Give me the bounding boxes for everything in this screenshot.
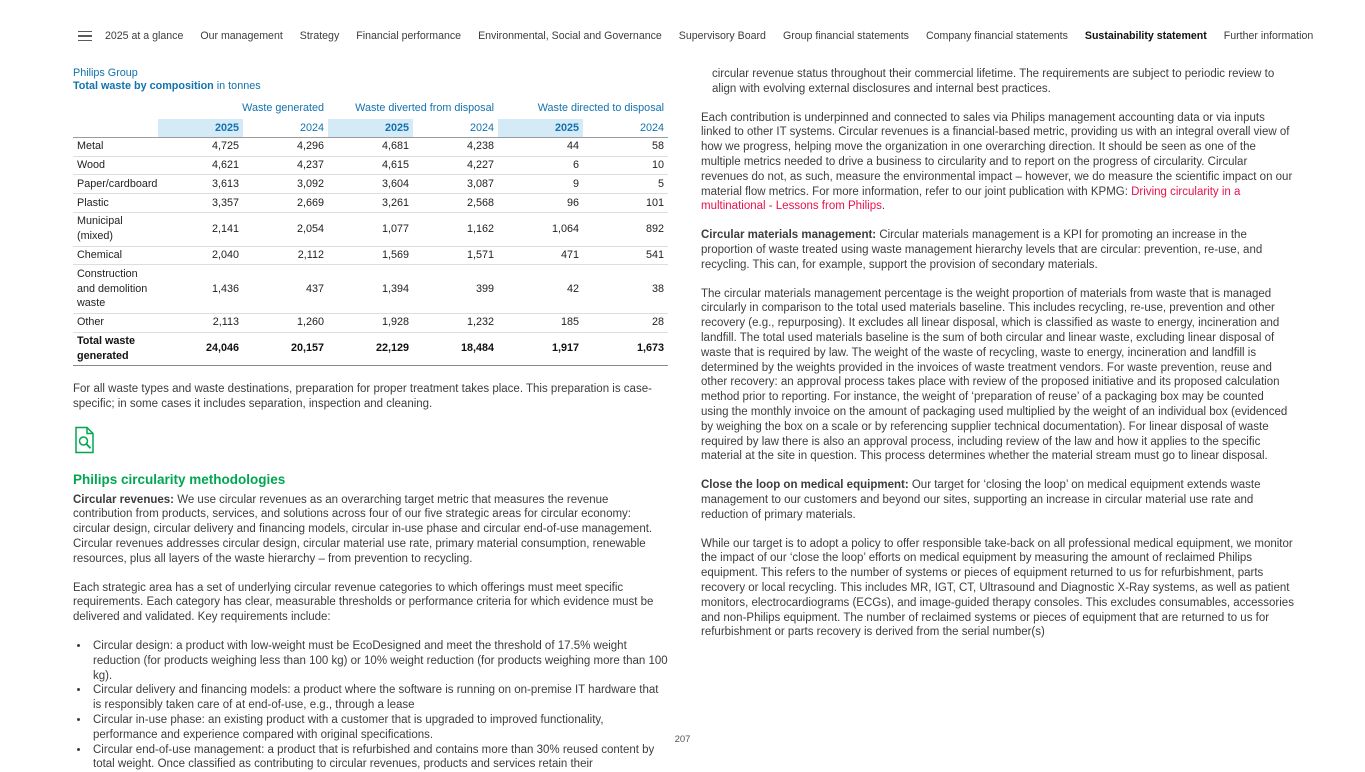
table-row	[73, 194, 668, 213]
table-row	[73, 175, 668, 194]
column-group-waste-directed-to-disposal: Waste directed to disposal	[498, 100, 668, 119]
cell-value: 3,604	[328, 175, 413, 194]
table-title	[73, 80, 668, 93]
year-header-2025: 2025	[328, 119, 413, 137]
table-row	[73, 137, 668, 156]
cell-value: 4,237	[243, 156, 328, 175]
circular-revenues-lead: Circular revenues:	[73, 494, 174, 506]
cell-value: 3,087	[413, 175, 498, 194]
cell-value: 10	[583, 156, 668, 175]
cell-value: 1,394	[328, 265, 413, 313]
nav-item-environmental-social-and-governance[interactable]: Environmental, Social and Governance	[478, 30, 662, 42]
page-content	[0, 42, 1365, 772]
cell-value: 1,673	[583, 332, 668, 366]
column-group-waste-generated: Waste generated	[158, 100, 328, 119]
continuation-paragraph: circular revenue status throughout their commercial lifetime. The requirements are subject to periodic review to align with evolving external disclosures and internal best practices.	[701, 67, 1294, 97]
kpmg-text-before: Each contribution is underpinned and connected to sales via Philips management accounting data or via inputs linked to other IT systems. Circular revenues is a financial-based metric, providing us with an integral overall view of how we progress, helping move the organization in one overarching direction. It should be seen as one of the multiple metrics needed to drive a business to circularity and to report on the progress of circularity. Circular revenues do not, as such, measure the environmental impact – however, we do measure the scientific impact on our material flow metrics. For more information, refer to our joint publication with KPMG:	[701, 112, 1292, 198]
row-label: Wood	[73, 156, 158, 175]
table-row	[73, 156, 668, 175]
cell-value: 28	[583, 313, 668, 332]
cell-value: 6	[498, 156, 583, 175]
circular-materials-management-paragraph	[701, 228, 1294, 272]
row-label: Total waste generated	[73, 332, 158, 366]
cell-value: 4,227	[413, 156, 498, 175]
cell-value: 18,484	[413, 332, 498, 366]
nav-item-sustainability-statement[interactable]: Sustainability statement	[1085, 30, 1207, 42]
cell-value: 2,113	[158, 313, 243, 332]
hamburger-menu-icon[interactable]	[78, 31, 92, 42]
cell-value: 2,568	[413, 194, 498, 213]
circular-revenues-text: We use circular revenues as an overarching target metric that measures the revenue contribution from products, services, and solutions across four of our five strategic areas for circular economy: circular design, circular delivery and financing models, circular in-use phase and circular end-of-use management. Circular revenues addresses circular design, circular material use rate, primary material consumption, renewable resources, plus all layers of the waste hierarchy – from prevention to recycling.	[73, 494, 652, 565]
year-header-2024: 2024	[243, 119, 328, 137]
cell-value: 2,112	[243, 246, 328, 265]
cell-value: 1,917	[498, 332, 583, 366]
kpmg-text-after: .	[882, 200, 885, 212]
cell-value: 22,129	[328, 332, 413, 366]
row-label: Paper/cardboard	[73, 175, 158, 194]
key-requirement-bullet: • Circular design: a product with low-weight must be EcoDesigned and meet the threshold of 17.5% weight reduction (for products weighing less than 100 kg) or 10% weight reduction (for products weighing more than 100 kg).	[90, 639, 668, 683]
nav-item-supervisory-board[interactable]: Supervisory Board	[679, 30, 766, 42]
cell-value: 2,141	[158, 212, 243, 246]
cell-value: 541	[583, 246, 668, 265]
cell-value: 4,296	[243, 137, 328, 156]
cell-value: 96	[498, 194, 583, 213]
year-header-2025: 2025	[498, 119, 583, 137]
cell-value: 1,260	[243, 313, 328, 332]
year-header-2024: 2024	[583, 119, 668, 137]
row-label: Metal	[73, 137, 158, 156]
preparation-paragraph: For all waste types and waste destinations, preparation for proper treatment takes place. This preparation is case-specific; in some cases it includes separation, inspection and cleaning.	[73, 382, 668, 412]
nav-item-2025-at-a-glance[interactable]: 2025 at a glance	[105, 30, 183, 42]
cell-value: 1,569	[328, 246, 413, 265]
cell-value: 1,571	[413, 246, 498, 265]
circularity-methodologies-heading: Philips circularity methodologies	[73, 472, 668, 488]
left-column	[73, 67, 668, 772]
cell-value: 3,613	[158, 175, 243, 194]
ctl-text: Our target for ‘closing the loop’ on medical equipment extends waste management to our customers and beyond our sites, supporting an increase in circular material use rate and reduction of primary materials.	[701, 479, 1260, 521]
cell-value: 24,046	[158, 332, 243, 366]
waste-table-block	[73, 67, 668, 366]
kpmg-paragraph	[701, 111, 1294, 215]
cell-value: 3,261	[328, 194, 413, 213]
cell-value: 471	[498, 246, 583, 265]
cell-value: 58	[583, 137, 668, 156]
cell-value: 5	[583, 175, 668, 194]
nav-item-group-financial-statements[interactable]: Group financial statements	[783, 30, 909, 42]
close-the-loop-paragraph	[701, 478, 1294, 522]
cmm-percentage-paragraph: The circular materials management percentage is the weight proportion of materials from waste that is managed circularly in comparison to the total used materials baseline. This includes recycling, re-use, prevention and other recovery (e.g., repurposing). It excludes all linear disposal, which is classified as waste to energy, incineration and landfill. The total used materials baseline is the sum of both circular and linear waste, excluding linear disposal of waste that is required by law. The weight of the waste of recycling, waste to energy, incineration and landfill is determined by the weights provided in the invoices of waste treatment vendors. For waste prevention, reuse and other recovery: an approval process takes place with review of the proposed initiative and its proposed calculation method prior to reporting. For instance, the weight of ‘preparation of reuse’ of a packaging box may be counted using the monthly invoice on the amount of packaging used multiplied by the weight of an individual box (evidenced by weighing the box on a scale or by referencing supplier technical documentation). For linear disposal of waste required by law there is also an approval process, including review of the law and how it applies to the specific material at the site in question. This process determines whether the material stream must go to linear disposal.	[701, 287, 1294, 465]
cell-value: 1,077	[328, 212, 413, 246]
cell-value: 1,928	[328, 313, 413, 332]
column-group-header-row	[73, 100, 668, 119]
kpmg-publication-link[interactable]: Driving circularity in a multinational - Lessons from Philips	[701, 186, 1240, 213]
right-column	[701, 67, 1294, 772]
column-group-waste-diverted-from-disposal: Waste diverted from disposal	[328, 100, 498, 119]
table-row	[73, 212, 668, 246]
year-header-2025: 2025	[158, 119, 243, 137]
cell-value: 2,669	[243, 194, 328, 213]
year-header-row	[73, 119, 668, 137]
top-nav-bar	[0, 0, 1365, 42]
cell-value: 20,157	[243, 332, 328, 366]
cell-value: 42	[498, 265, 583, 313]
cell-value: 1,162	[413, 212, 498, 246]
takeback-paragraph: While our target is to adopt a policy to offer responsible take-back on all professional medical equipment, we monitor the impact of our ‘close the loop’ efforts on medical equipment by measuring the amount of reclaimed Philips equipment. This refers to the number of systems or pieces of equipment returned to us for refurbishment, parts recovery or local recycling. This includes MR, IGT, CT, Ultrasound and Diagnostic X-Ray systems, as well as patient monitors, electrocardiograms (ECGs), and image-guided therapy consoles. This excludes consumables, accessories and non-Philips equipment. The number of reclaimed systems or pieces of equipment that are returned to us for refurbishment or parts recovery is derived from the serial number(s)	[701, 537, 1294, 641]
nav-item-strategy[interactable]: Strategy	[300, 30, 339, 42]
page-number: 207	[0, 734, 1365, 745]
nav-item-company-financial-statements[interactable]: Company financial statements	[926, 30, 1068, 42]
row-label: Construction and demolition waste	[73, 265, 158, 313]
table-title-unit: in tonnes	[214, 80, 261, 92]
key-requirement-bullet: • Circular in-use phase: an existing product with a customer that is upgraded to improved functionality, performance and experience compared with original specifications.	[90, 713, 668, 743]
cell-value: 3,357	[158, 194, 243, 213]
row-label: Plastic	[73, 194, 158, 213]
row-label: Chemical	[73, 246, 158, 265]
cell-value: 2,054	[243, 212, 328, 246]
circular-revenues-paragraph	[73, 493, 668, 567]
nav-item-further-information[interactable]: Further information	[1224, 30, 1314, 42]
key-requirement-bullet: • Circular delivery and financing models: a product where the software is running on on-premise IT hardware that is responsibly taken care of at end-of-use, e.g., through a lease	[90, 683, 668, 713]
nav-item-our-management[interactable]: Our management	[200, 30, 282, 42]
key-requirement-bullet: • Circular end-of-use management: a product that is refurbished and contains more than 30% reused content by total weight. Once classified as contributing to circular revenues, products and services retain their	[90, 743, 668, 772]
document-search-icon[interactable]	[73, 426, 99, 459]
cell-value: 1,064	[498, 212, 583, 246]
strategic-areas-paragraph: Each strategic area has a set of underlying circular revenue categories to which offerings must meet specific requirements. Each category has clear, measurable thresholds or performance criteria for which evidence must be delivered and validated. Key requirements include:	[73, 581, 668, 625]
cell-value: 2,040	[158, 246, 243, 265]
key-requirements-list	[90, 639, 668, 772]
empty-year-cell	[73, 119, 158, 137]
cmm-lead: Circular materials management:	[701, 229, 876, 241]
table-group-label: Philips Group	[73, 67, 668, 80]
cell-value: 9	[498, 175, 583, 194]
ctl-lead: Close the loop on medical equipment:	[701, 479, 909, 491]
cell-value: 1,436	[158, 265, 243, 313]
table-row	[73, 265, 668, 313]
cell-value: 437	[243, 265, 328, 313]
cell-value: 4,725	[158, 137, 243, 156]
cell-value: 4,615	[328, 156, 413, 175]
row-label: Municipal (mixed)	[73, 212, 158, 246]
cell-value: 44	[498, 137, 583, 156]
table-row	[73, 246, 668, 265]
table-total-row	[73, 332, 668, 366]
table-row	[73, 313, 668, 332]
cell-value: 892	[583, 212, 668, 246]
row-label: Other	[73, 313, 158, 332]
year-header-2024: 2024	[413, 119, 498, 137]
cell-value: 1,232	[413, 313, 498, 332]
empty-header-cell	[73, 100, 158, 119]
cell-value: 399	[413, 265, 498, 313]
waste-by-composition-table	[73, 100, 668, 366]
cell-value: 185	[498, 313, 583, 332]
nav-item-financial-performance[interactable]: Financial performance	[356, 30, 461, 42]
cmm-text: Circular materials management is a KPI for promoting an increase in the proportion of waste treated using waste management hierarchy levels that are circular: prevention, re-use, and recycling. This can, for example, support the provision of secondary materials.	[701, 229, 1262, 271]
cell-value: 4,681	[328, 137, 413, 156]
cell-value: 38	[583, 265, 668, 313]
section-navigation	[105, 30, 1313, 42]
cell-value: 3,092	[243, 175, 328, 194]
cell-value: 101	[583, 194, 668, 213]
cell-value: 4,621	[158, 156, 243, 175]
cell-value: 4,238	[413, 137, 498, 156]
table-title-bold: Total waste by composition	[73, 80, 214, 92]
